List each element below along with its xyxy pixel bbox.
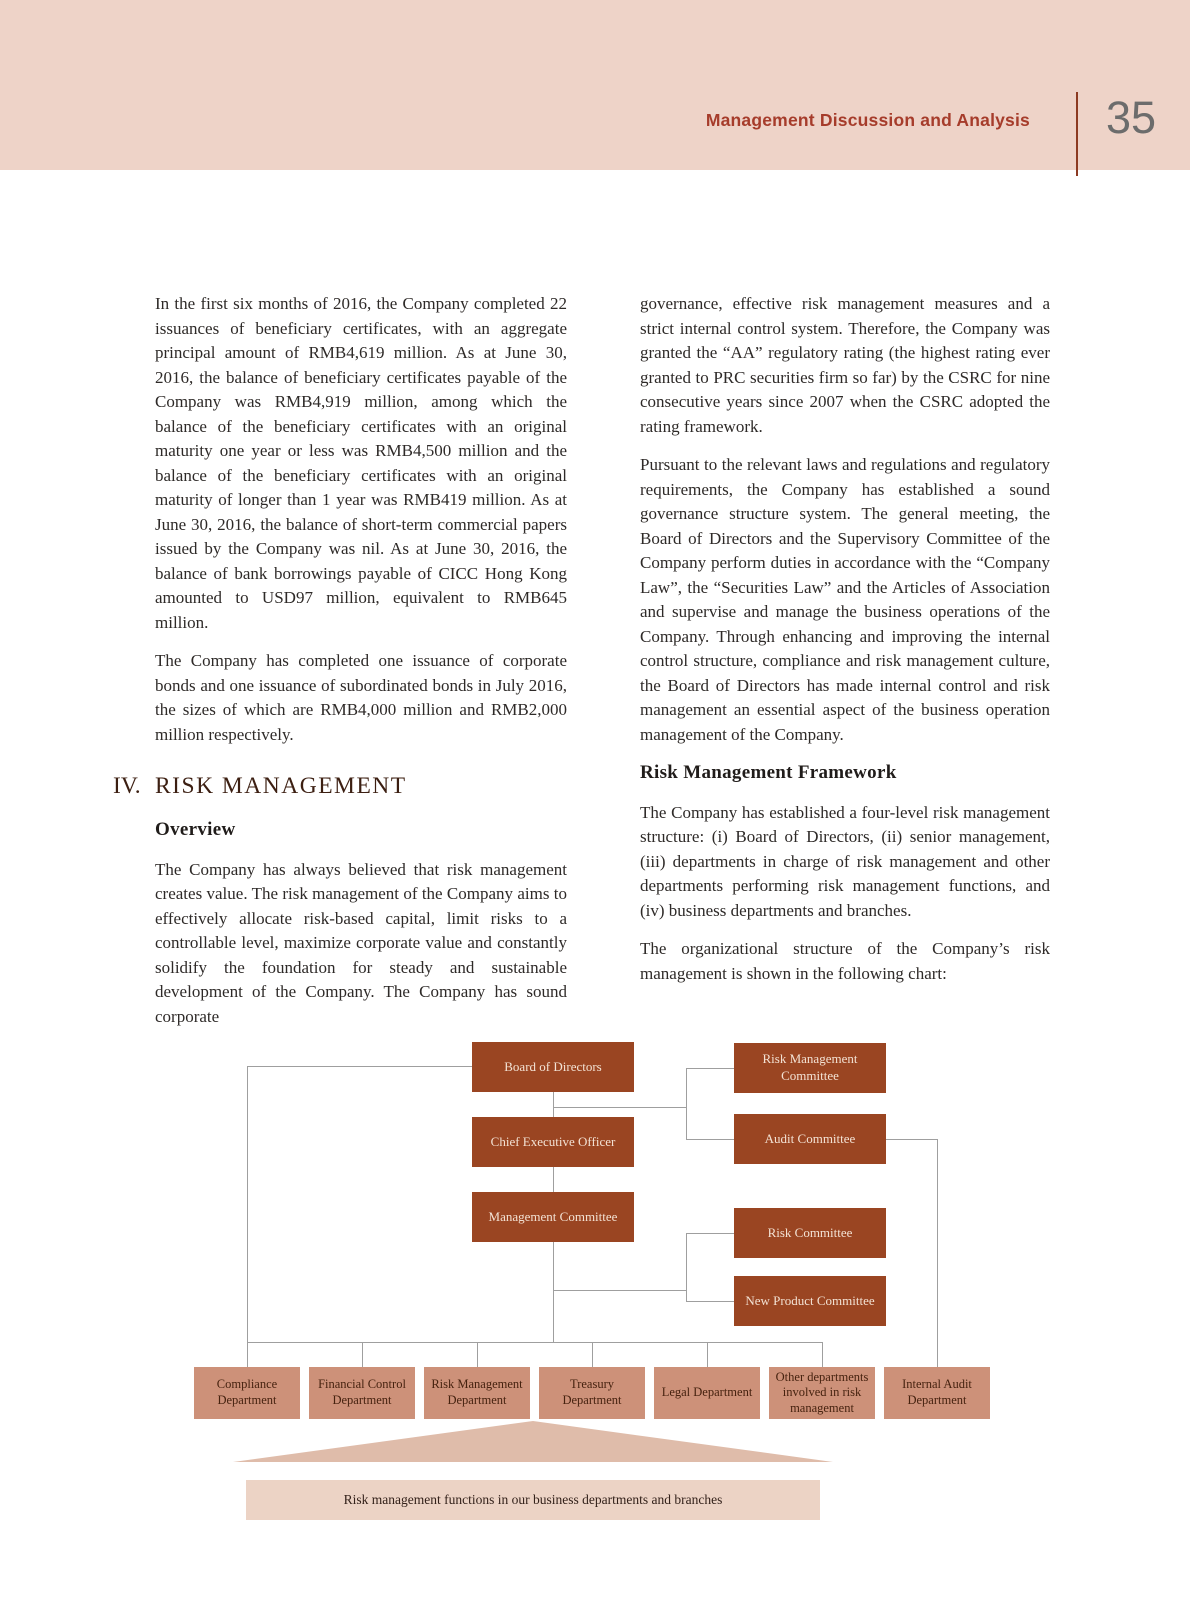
connector-line [553, 1167, 554, 1192]
body-paragraph: The Company has completed one issuance of corporate bonds and one issuance of subordinated bonds in July 2016, the sizes of which are RMB4,000 million and RMB2,000 million respectively. [155, 651, 567, 744]
connector-line [822, 1342, 823, 1367]
body-paragraph: governance, effective risk management measures and a strict internal control system. Therefore, the Company was granted the “AA” regulatory rating (the highest rating ever granted to PRC securities firm so far) by the CSRC for nine consecutive years since 2007 when the CSRC adopted the rating framework. [640, 294, 1050, 436]
org-node-management-committee: Management Committee [472, 1192, 634, 1242]
org-node-risk-management-department: Risk Management Department [424, 1367, 530, 1419]
connector-line [686, 1139, 734, 1140]
header-divider-line [1076, 92, 1078, 176]
connector-line [247, 1342, 822, 1343]
org-node-treasury-department: Treasury Department [539, 1367, 645, 1419]
org-node-compliance-department: Compliance Department [194, 1367, 300, 1419]
connector-line [686, 1233, 687, 1301]
connector-line [362, 1342, 363, 1367]
connector-line [592, 1342, 593, 1367]
left-text-column [113, 292, 567, 1043]
body-paragraph: Pursuant to the relevant laws and regulations and regulatory requirements, the Company has established a sound governance structure system. The general meeting, the Board of Directors and the Supervisory Committee of the Company perform duties in accordance with the “Company Law”, the “Securities Law” and the Articles of Association and supervise and manage the business operations of the Company. Through enhancing and improving the internal control structure, compliance and risk management culture, the Board of Directors has made internal control and risk management an essential aspect of the business operation management of the Company. [640, 455, 1050, 744]
section-numeral: IV. [113, 773, 141, 799]
org-node-board-of-directors: Board of Directors [472, 1042, 634, 1092]
connector-line [886, 1139, 937, 1140]
org-node-chief-executive-officer: Chief Executive Officer [472, 1117, 634, 1167]
section-title: RISK MANAGEMENT [155, 773, 407, 799]
connector-line [937, 1139, 938, 1367]
org-node-risk-committee: Risk Committee [734, 1208, 886, 1258]
connector-line [686, 1068, 734, 1069]
org-node-internal-audit-department: Internal Audit Department [884, 1367, 990, 1419]
org-node-other-departments: Other departments involved in risk management [769, 1367, 875, 1419]
connector-line [247, 1066, 472, 1067]
connector-line [247, 1066, 248, 1367]
org-node-risk-management-committee: Risk Management Committee [734, 1043, 886, 1093]
connector-line [686, 1068, 687, 1139]
connector-line [707, 1342, 708, 1367]
header-section-title: Management Discussion and Analysis [705, 110, 1030, 130]
connector-line [553, 1290, 686, 1291]
page-number: 35 [1105, 92, 1157, 143]
subsection-heading-risk-management-framework: Risk Management Framework [640, 762, 897, 783]
org-node-audit-committee: Audit Committee [734, 1114, 886, 1164]
subsection-heading-overview: Overview [155, 819, 236, 840]
business-departments-banner: Risk management functions in our business departments and branches [246, 1480, 820, 1520]
section-heading-risk-management [113, 773, 567, 800]
connector-line [553, 1092, 554, 1117]
connector-line [553, 1242, 554, 1342]
connector-line [686, 1233, 734, 1234]
connector-line [477, 1342, 478, 1367]
page-header-band [0, 0, 1190, 170]
triangle-connector [233, 1421, 833, 1462]
connector-line [553, 1107, 686, 1108]
org-node-financial-control-department: Financial Control Department [309, 1367, 415, 1419]
right-text-column [640, 292, 1050, 1000]
body-paragraph: The Company has established a four-level risk management structure: (i) Board of Directors, (ii) senior management, (iii) departments in charge of risk management and other departments performing risk management functions, and (iv) business departments and branches. [640, 802, 1050, 920]
body-paragraph: The Company has always believed that risk management creates value. The risk management of the Company aims to effectively allocate risk-based capital, limit risks to a controllable level, maximize corporate value and constantly solidify the foundation for steady and sustainable development of the Company. The Company has sound corporate [155, 859, 567, 1026]
body-paragraph: In the first six months of 2016, the Company completed 22 issuances of beneficiary certificates, with an aggregate principal amount of RMB4,619 million. As at June 30, 2016, the balance of beneficiary certificates payable of the Company was RMB4,919 million, among which the balance of the beneficiary certificates with an original maturity one year or less was RMB4,500 million and the balance of the beneficiary certificates with an original maturity of longer than 1 year was RMB419 million. As at June 30, 2016, the balance of short-term commercial papers issued by the Company was nil. As at June 30, 2016, the balance of bank borrowings payable of CICC Hong Kong amounted to USD97 million, equivalent to RMB645 million. [155, 294, 567, 632]
org-node-new-product-committee: New Product Committee [734, 1276, 886, 1326]
org-node-legal-department: Legal Department [654, 1367, 760, 1419]
body-paragraph: The organizational structure of the Company’s risk management is shown in the following chart: [640, 939, 1050, 983]
connector-line [686, 1301, 734, 1302]
